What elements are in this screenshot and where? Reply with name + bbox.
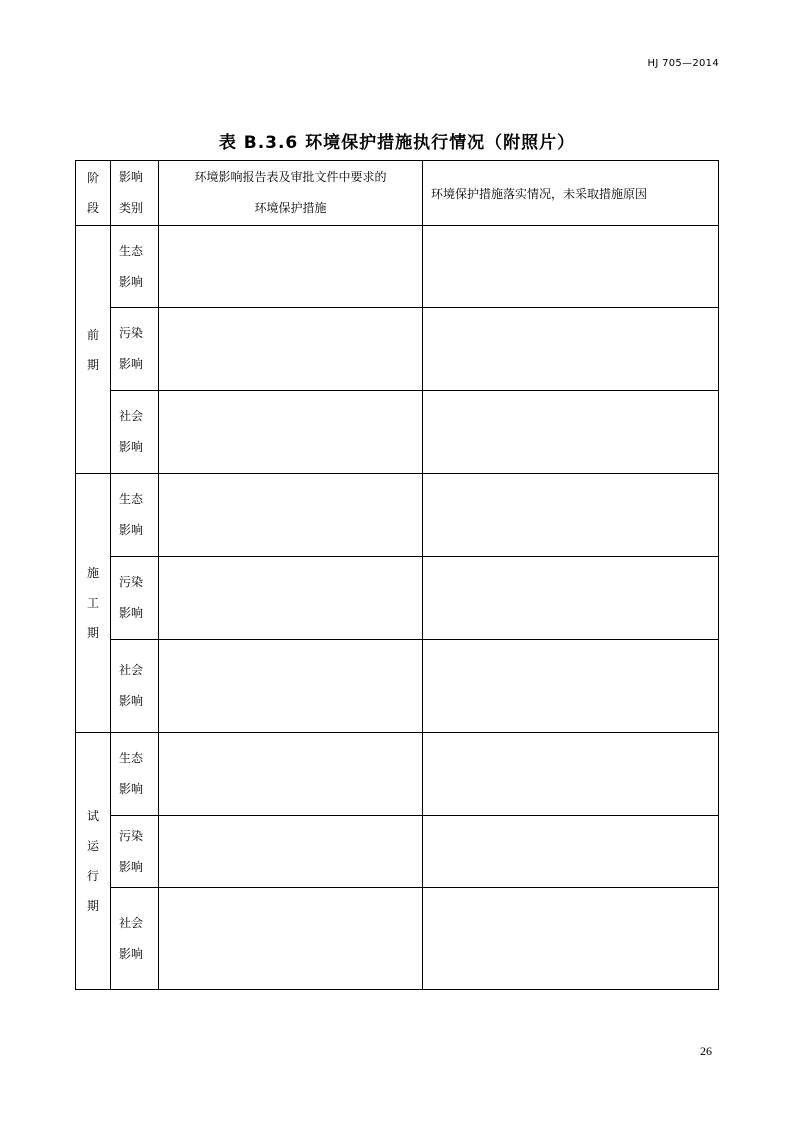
required-measures-cell[interactable] [159,888,423,990]
table-header-row [76,161,719,226]
impact-type-social: 社会 影响 [111,391,159,474]
required-measures-cell[interactable] [159,640,423,733]
implementation-cell[interactable] [423,733,719,816]
implementation-cell[interactable] [423,226,719,308]
impact-type-pollution: 污染 影响 [111,557,159,640]
impact-type-pollution: 污染 影响 [111,816,159,888]
table-row [76,391,719,474]
table-row [76,888,719,990]
required-measures-cell[interactable] [159,391,423,474]
impact-type-social: 社会 影响 [111,640,159,733]
implementation-cell[interactable] [423,640,719,733]
implementation-cell[interactable] [423,888,719,990]
required-measures-cell[interactable] [159,733,423,816]
page-number: 26 [700,1044,712,1058]
stage-cell-trial-operation: 试 运 行 期 [76,733,111,990]
table-row [76,557,719,640]
table-row [76,640,719,733]
standard-code: HJ 705—2014 [647,58,719,69]
header-impact-type: 影响 类别 [111,161,159,226]
table-row [76,816,719,888]
impact-type-social: 社会 影响 [111,888,159,990]
table-row [76,308,719,391]
table-row [76,226,719,308]
implementation-cell[interactable] [423,308,719,391]
required-measures-cell[interactable] [159,474,423,557]
implementation-cell[interactable] [423,557,719,640]
stage-cell-construction: 施 工 期 [76,474,111,733]
environmental-measures-table [75,160,719,990]
implementation-cell[interactable] [423,474,719,557]
implementation-cell[interactable] [423,816,719,888]
required-measures-cell[interactable] [159,557,423,640]
header-implementation-status: 环境保护措施落实情况，未采取措施原因 [423,161,719,226]
impact-type-ecological: 生态 影响 [111,226,159,308]
header-stage: 阶 段 [76,161,111,226]
impact-type-ecological: 生态 影响 [111,733,159,816]
table-row [76,733,719,816]
stage-cell-preliminary: 前 期 [76,226,111,474]
required-measures-cell[interactable] [159,226,423,308]
table-title: 表 B.3.6 环境保护措施执行情况（附照片） [218,133,576,153]
impact-type-pollution: 污染 影响 [111,308,159,391]
table-row [76,474,719,557]
required-measures-cell[interactable] [159,816,423,888]
impact-type-ecological: 生态 影响 [111,474,159,557]
header-required-measures: 环境影响报告表及审批文件中要求的 环境保护措施 [159,161,423,226]
required-measures-cell[interactable] [159,308,423,391]
implementation-cell[interactable] [423,391,719,474]
